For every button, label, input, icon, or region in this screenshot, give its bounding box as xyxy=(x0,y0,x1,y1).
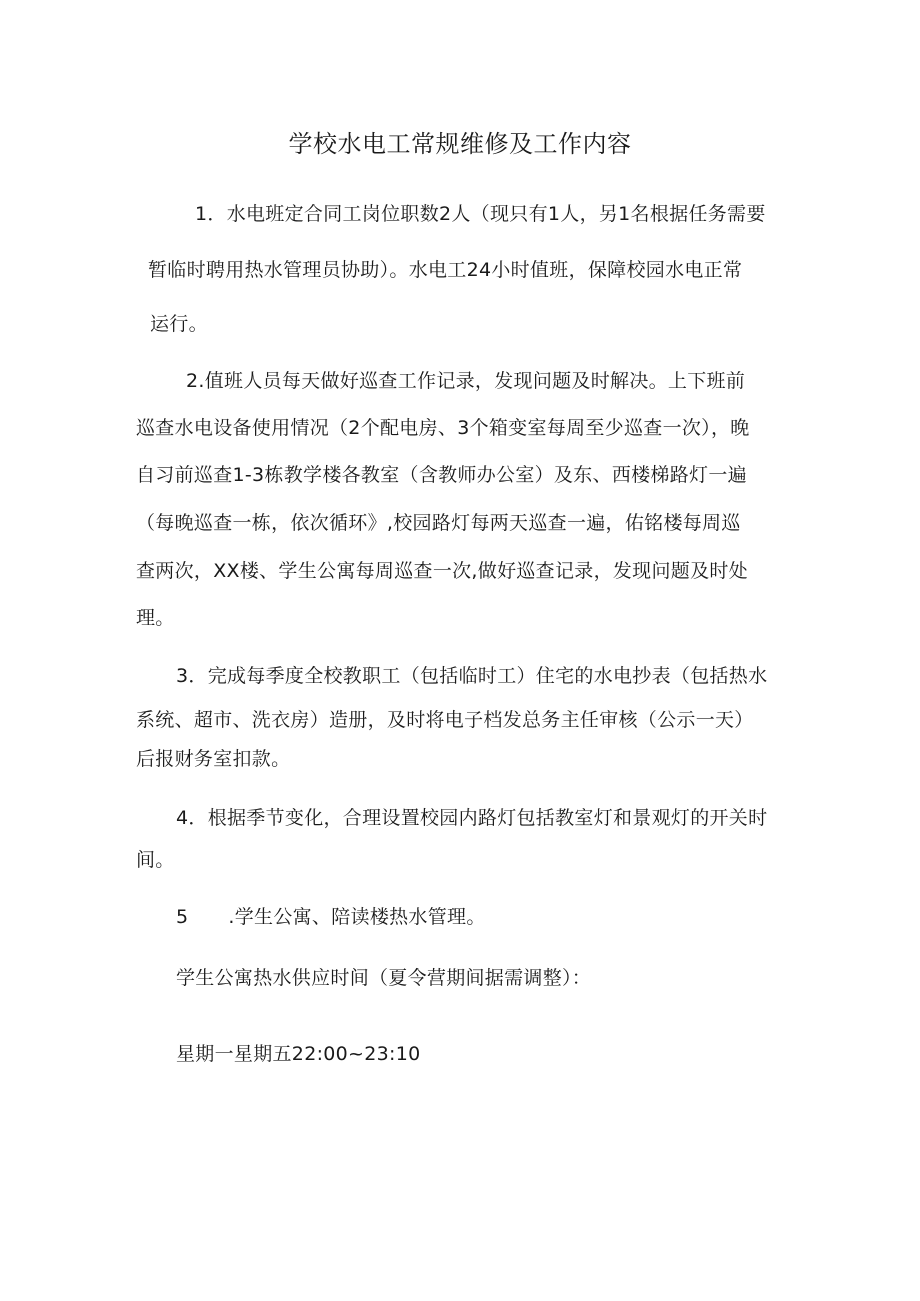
paragraph-5-text: .学生公寓、陪读楼热水管理。 xyxy=(228,906,486,928)
paragraph-3-line-1: 3．完成每季度全校教职工（包括临时工）住宅的水电抄表（包括热水 xyxy=(176,665,768,687)
paragraph-1-line-1: 1．水电班定合同工岗位职数2人（现只有1人，另1名根据任务需要 xyxy=(195,203,766,225)
paragraph-2-line-1: 2.值班人员每天做好巡查工作记录，发现问题及时解决。上下班前 xyxy=(186,370,746,392)
paragraph-5-number: 5 xyxy=(176,906,189,928)
paragraph-2-line-5: 查两次，XX楼、学生公寓每周巡查一次,做好巡查记录，发现问题及时处 xyxy=(136,560,748,582)
document-title: 学校水电工常规维修及工作内容 xyxy=(288,130,632,158)
paragraph-6-line-1: 学生公寓热水供应时间（夏令营期间据需调整）： xyxy=(176,967,592,989)
paragraph-2-line-3: 自习前巡查1-3栋教学楼各教室（含教师办公室）及东、西楼梯路灯一遍 xyxy=(136,464,747,486)
paragraph-2-line-6: 理。 xyxy=(136,607,175,629)
paragraph-4-line-2: 间。 xyxy=(136,849,175,871)
paragraph-5 xyxy=(176,905,486,929)
paragraph-3-line-3: 后报财务室扣款。 xyxy=(136,748,291,770)
paragraph-4-line-1: 4．根据季节变化，合理设置校园内路灯包括教室灯和景观灯的开关时 xyxy=(176,807,768,829)
paragraph-1-line-3: 运行。 xyxy=(150,313,208,335)
paragraph-2-line-2: 巡查水电设备使用情况（2个配电房、3个箱变室每周至少巡查一次），晚 xyxy=(136,417,750,439)
paragraph-1-line-2: 暂临时聘用热水管理员协助）。水电工24小时值班，保障校园水电正常 xyxy=(148,259,743,281)
paragraph-3-line-2: 系统、超市、洗衣房）造册，及时将电子档发总务主任审核（公示一天） xyxy=(136,709,754,731)
paragraph-7-line-1: 星期一星期五22:00~23:10 xyxy=(176,1043,421,1065)
paragraph-2-line-4: （每晚巡查一栋，依次循环》,校园路灯每两天巡查一遍，佑铭楼每周巡 xyxy=(136,512,741,534)
